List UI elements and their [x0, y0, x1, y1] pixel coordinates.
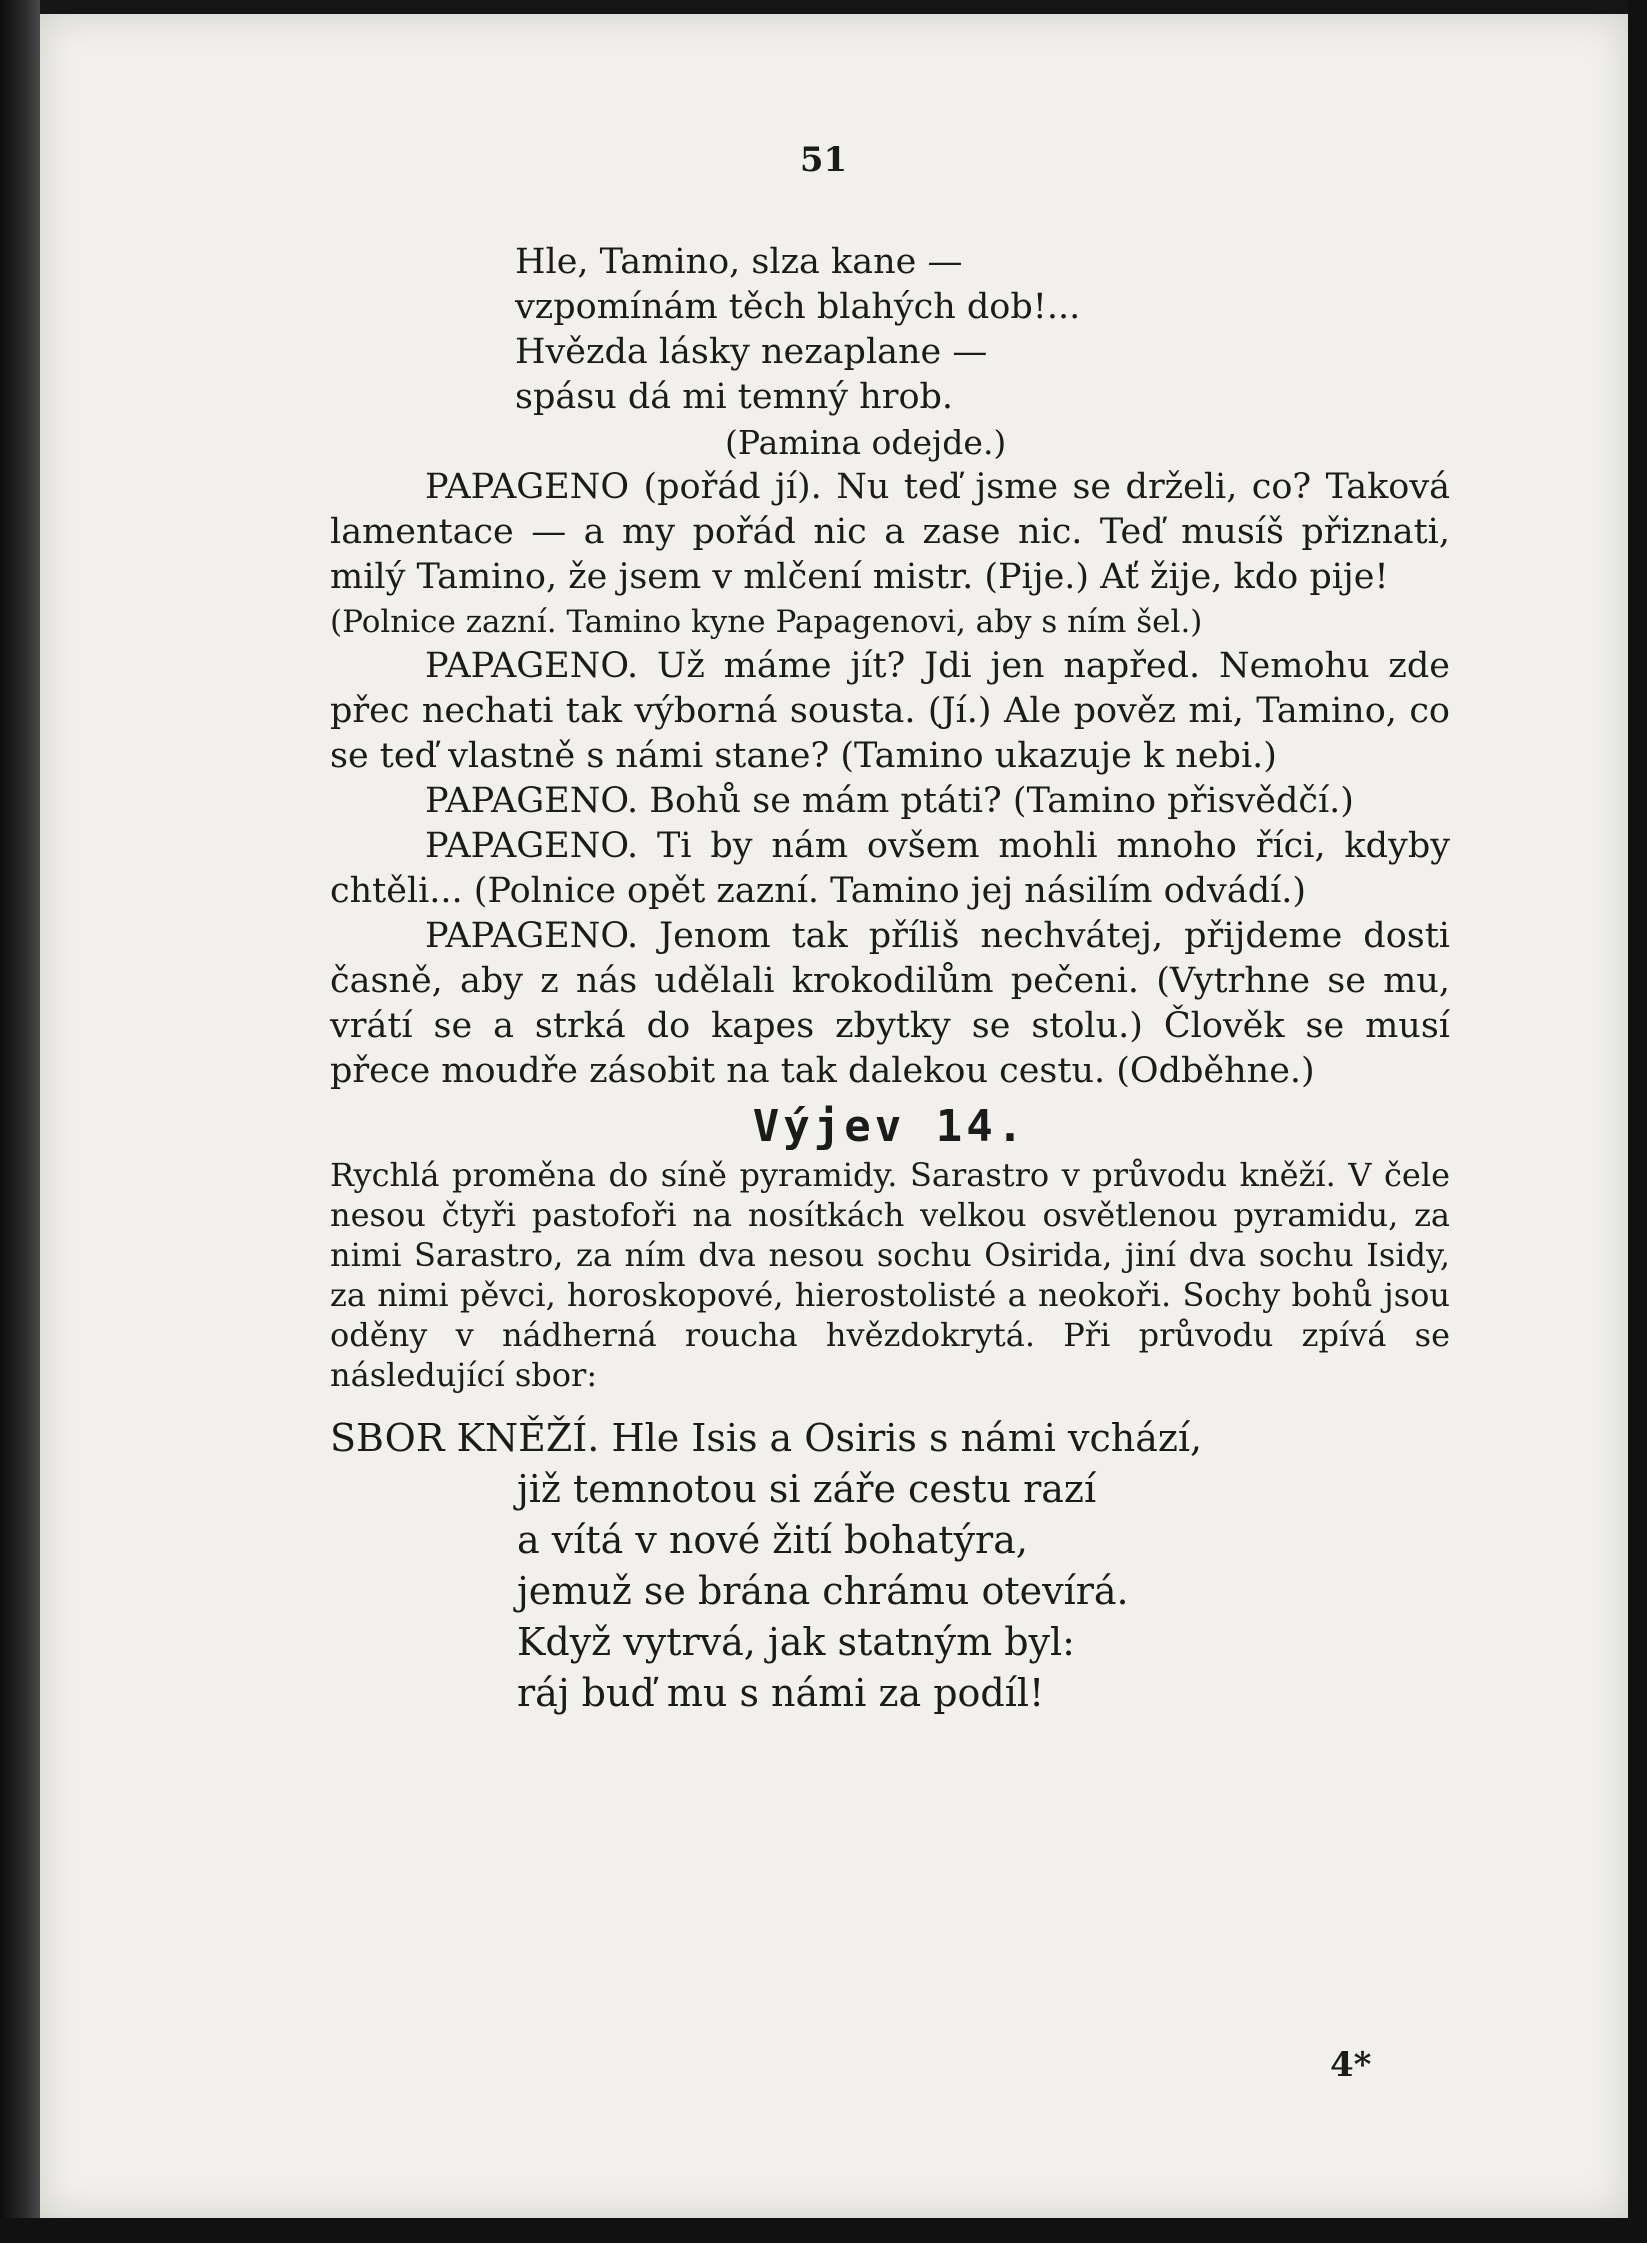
- verse-line: Hle, Tamino, slza kane —: [515, 242, 963, 282]
- page-content: [330, 240, 1450, 1719]
- chorus-line: Když vytrvá, jak statným byl:: [517, 1620, 1075, 1664]
- scan-top-border: [0, 0, 1647, 14]
- scan-bottom-border: [0, 2218, 1647, 2243]
- speech-papageno-3: PAPAGENO. Bohů se mám ptáti? (Tamino přisvědčí.): [425, 781, 1354, 821]
- speech-papageno-2: PAPAGENO. Už máme jít? Jdi jen napřed. Nemohu zde přec nechati tak výborná sousta. (Jí.) Ale pověz mi, Tamino, co se teď vlastně s námi stane? (Tamino ukazuje k nebi.): [330, 646, 1450, 776]
- speech-papageno-1: PAPAGENO (pořád jí). Nu teď jsme se drželi, co? Taková lamentace — a my pořád nic a zase nic. Teď musíš přiznati, milý Tamino, že jsem v mlčení mistr. (Pije.) Ať žije, kdo pije!: [330, 467, 1450, 597]
- chorus-first-line: SBOR KNĚŽÍ. Hle Isis a Osiris s námi vchází,: [330, 1416, 1203, 1460]
- chorus-line: ráj buď mu s námi za podíl!: [517, 1671, 1045, 1715]
- stage-direction-trumpet: (Polnice zazní. Tamino kyne Papagenovi, aby s ním šel.): [330, 604, 1203, 640]
- chorus-line: a vítá v nové žití bohatýra,: [517, 1518, 1028, 1562]
- verse-line: Hvězda lásky nezaplane —: [515, 332, 988, 372]
- verse-line: vzpomínám těch blahých dob!...: [515, 287, 1081, 327]
- scan-right-border: [1628, 0, 1647, 2243]
- verse-line: spásu dá mi temný hrob.: [515, 377, 954, 417]
- stage-direction-pamina-exit: (Pamina odejde.): [725, 423, 1007, 462]
- speech-papageno-4: PAPAGENO. Ti by nám ovšem mohli mnoho říci, kdyby chtěli... (Polnice opět zazní. Tamino jej násilím odvádí.): [330, 826, 1450, 911]
- scene-heading: Výjev 14.: [752, 1101, 1028, 1152]
- signature-mark: 4*: [1330, 2045, 1372, 2085]
- chorus-line: již temnotou si záře cestu razí: [517, 1467, 1097, 1511]
- page-number: 51: [799, 140, 848, 180]
- scene-description: Rychlá proměna do síně pyramidy. Sarastro v průvodu kněží. V čele nesou čtyři pastofoři na nosítkách velkou osvětlenou pyramidu, za nimi Sarastro, za ním dva nesou sochu Osirida, jiní dva sochu Isidy, za nimi pěvci, horoskopové, hierostolisté a neokoři. Sochy bohů jsou oděny v nádherná roucha hvězdokrytá. Při průvodu zpívá se následující sbor:: [330, 1156, 1450, 1394]
- book-spine-edge: [0, 0, 40, 2243]
- chorus-line: jemuž se brána chrámu otevírá.: [517, 1569, 1129, 1613]
- speech-papageno-5: PAPAGENO. Jenom tak příliš nechvátej, přijdeme dosti časně, aby z nás udělali krokodilům pečeni. (Vytrhne se mu, vrátí se a strká do kapes zbytky se stolu.) Člověk se musí přece moudře zásobit na tak dalekou cestu. (Odběhne.): [330, 916, 1450, 1091]
- verse-1: [515, 240, 1450, 420]
- chorus-verse: [517, 1464, 1450, 1719]
